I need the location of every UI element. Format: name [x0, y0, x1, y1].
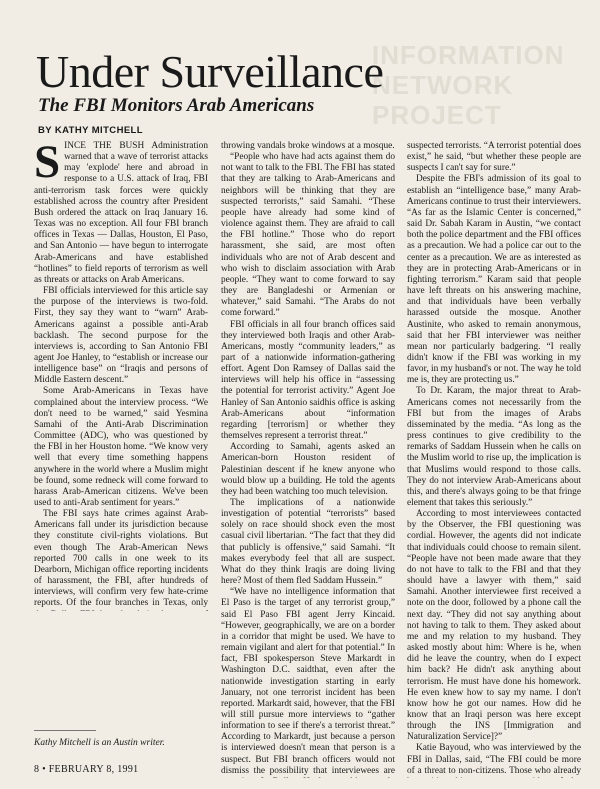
- drop-cap: S: [34, 141, 61, 188]
- article-headline: Under Surveillance: [36, 46, 384, 97]
- paragraph: FBI officials in all four branch offices said they interviewed both Iraqis and other Arab-Americans, mostly “community leaders,” as part of a nationwide information-gathering effort. Agent Don Ramsey of Dallas said the interviews will help his office in “assessing the potential for terrorist activity.” Agent Joe Hanley of San Antonio saidhis office is asking Arab-Americans about “information regarding [terrorism] or whether they themselves represent a terrorist threat.”: [221, 319, 395, 442]
- paragraph: According to Samahi, agents asked an American-born Houston resident of Palestinian descent if he knew anyone who would blow up a building. He told the agents they had been watching too much television.: [221, 442, 395, 497]
- paragraph: suspected terrorists. “A terrorist potential does exist,” he said, “but whether these people are suspects I can't say for sure.”: [407, 141, 581, 174]
- paragraph: Katie Bayoud, who was interviewed by the FBI in Dallas, said, “The FBI could be more of a threat to non-citizens. Those who already: [407, 743, 581, 776]
- article-subhead: The FBI Monitors Arab Americans: [38, 95, 315, 116]
- text-column-1: [34, 141, 208, 611]
- text-column-3: [407, 141, 581, 778]
- paragraph: Some Arab-Americans in Texas have complained about the interview process. “We don't need to be warned,” said Yesmina Samahi of the Anti-Arab Discrimination Committee (ADC), who was questioned by the FBI in her Houston home. “We know very well that every time something happens anywhere in the world where a Muslim might be found, some redneck will come forward to harass Arab-American citizens. We've been used to anti-Arab sentiment for years.”: [34, 386, 208, 508]
- paragraph: The FBI says hate crimes against Arab-Americans fall under its jurisdiction because they constitute civil-rights violations. But even though The Arab-American News reported 700 calls in one week to its Dearborn, Michigan office reporting incidents of harassment, the FBI, after hundreds of interviews, will confirm very few hate-crime reports. Of the four branches in Texas, only: [34, 509, 208, 609]
- background-showthrough-text: INFORMATION NETWORK PROJECT: [372, 40, 565, 130]
- paragraph: throwing vandals broke windows at a mosque.: [221, 141, 395, 151]
- paragraph: To Dr. Karam, the major threat to Arab-Americans comes not necessarily from the FBI but from the images of Arabs disseminated by the media. “As long as the press continues to give credibility to the remarks of Saddam Hussein when he calls on the Muslim world to rise up, the implication is that Muslims would respond to those calls. They do not interview Arab-Americans about this, and there's always going to be that fringe element that takes this seriously.”: [407, 386, 581, 508]
- author-note: Kathy Mitchell is an Austin writer.: [34, 738, 165, 748]
- article-byline: BY KATHY MITCHELL: [38, 125, 143, 136]
- text-column-2: [221, 141, 395, 778]
- paragraph: Despite the FBI's admission of its goal to establish an “intelligence base,” many Arab-Americans continue to trust their interviewers. “As far as the Islamic Center is concerned,” said Dr. Sabah Karam in Austin, “we contact both the police department and the FBI offices as a precaution. We had a police car out to the center as a precaution. We are as interested as they are in protecting Arab-Americans or in fighting terrorism.” Karam said that people have left threats on his answering machine, and that individuals have been verbally harassed outside the mosque. Another Austinite, who asked to remain anonymous, said that her FBI interviewer was neither mean nor particularly badgering. “I really didn't know if the FBI was working in my favor, in my husband's or not. The way he told me is, they are protecting us.”: [407, 174, 581, 386]
- page-folio: 8 • FEBRUARY 8, 1991: [34, 764, 139, 775]
- paragraph: According to most interviewees contacted by the Observer, the FBI questioning was cordial. However, the agents did not indicate that individuals could choose to remain silent. “People have not been made aware that they do not have to talk to the FBI and that they should have a lawyer with them,” said Samahi. Another interviewee first received a note on the door, followed by a phone call the next day. “They did not say anything about not having to talk to them. They asked about me and my relation to my husband. They asked mostly about him: Where is he, when did he leave the country, when do I expect him back? He didn't ask anything about terrorism. He must have done his homework. He even knew how to say my name. I don't know how he got our names. How did he know that an Iraqi person was here except through the INS [Immigration and Naturalization Service]?”: [407, 509, 581, 743]
- paragraph: The implications of a nationwide investigation of potential “terrorists” based solely on race should shock even the most casual civil libertarian. “The fact that they did that publicly is offensive,” said Samahi. “It makes everybody feel that all are suspect. What do they think Iraqis are doing living here? Most of them fled Saddam Hussein.”: [221, 498, 395, 587]
- footnote-divider: [34, 730, 96, 731]
- paragraph: SINCE THE BUSH Administration warned that a wave of terrorist attacks may 'explode' here and abroad in response to a U.S. attack of Iraq, FBI anti-terrorism task forces were quickly established across the country after President Bush ordered the attack on Iraq January 16. Texas was no exception. All four FBI branch offices in Texas — Dallas, Houston, El Paso, and San Antonio — have begun to interrogate Arab-Americans and have established “hotlines” to field reports of terrorism as well as threats or attacks on Arab Americans.: [34, 141, 208, 285]
- paragraph: “We have no intelligence information that El Paso is the target of any terrorist group,” said El Paso FBI agent Jerry Kincaid. “However, geographically, we are on a border in a corridor that might be used. We have to remain vigilant and alert for that potential.” In fact, FBI spokesperson Steve Markardt in Washington D.C. saidthat, even after the nationwide investigation starting in early January, not one terrorist incident has been reported. Markardt said, however, that the FBI will still pursue more interviews to “gather information to see if there's a terrorist threat.” According to Markardt, just because a person is interviewed doesn't mean that person is a suspect. But FBI branch officers would not dismiss the possibility that interviewees are: [221, 587, 395, 776]
- paragraph: FBI officials interviewed for this article say the purpose of the interviews is two-fold. First, they say they want to “warn” Arab-Americans against a possible anti-Arab backlash. The second purpose for the interviews is, according to San Antonio FBI agent Joe Hanley, to “establish or increase our intelligence base” on “Iraqis and persons of Middle Eastern descent.”: [34, 286, 208, 386]
- paragraph: “People who have had acts against them do not want to talk to the FBI. The FBI has stated that they are talking to Arab-Americans and neighbors will be thinking that they are suspected terrorists,” said Samahi. “These people have already had some kind of violence against them. They are afraid to call the FBI hotline.” Those who do report harassment, she said, are most often individuals who are not of Arab descent and who wish to disclaim association with Arab people. “They want to come forward to say they are Bangladeshi or Armenian or whatever,” said Samahi. “The Arabs do not come forward.”: [221, 152, 395, 319]
